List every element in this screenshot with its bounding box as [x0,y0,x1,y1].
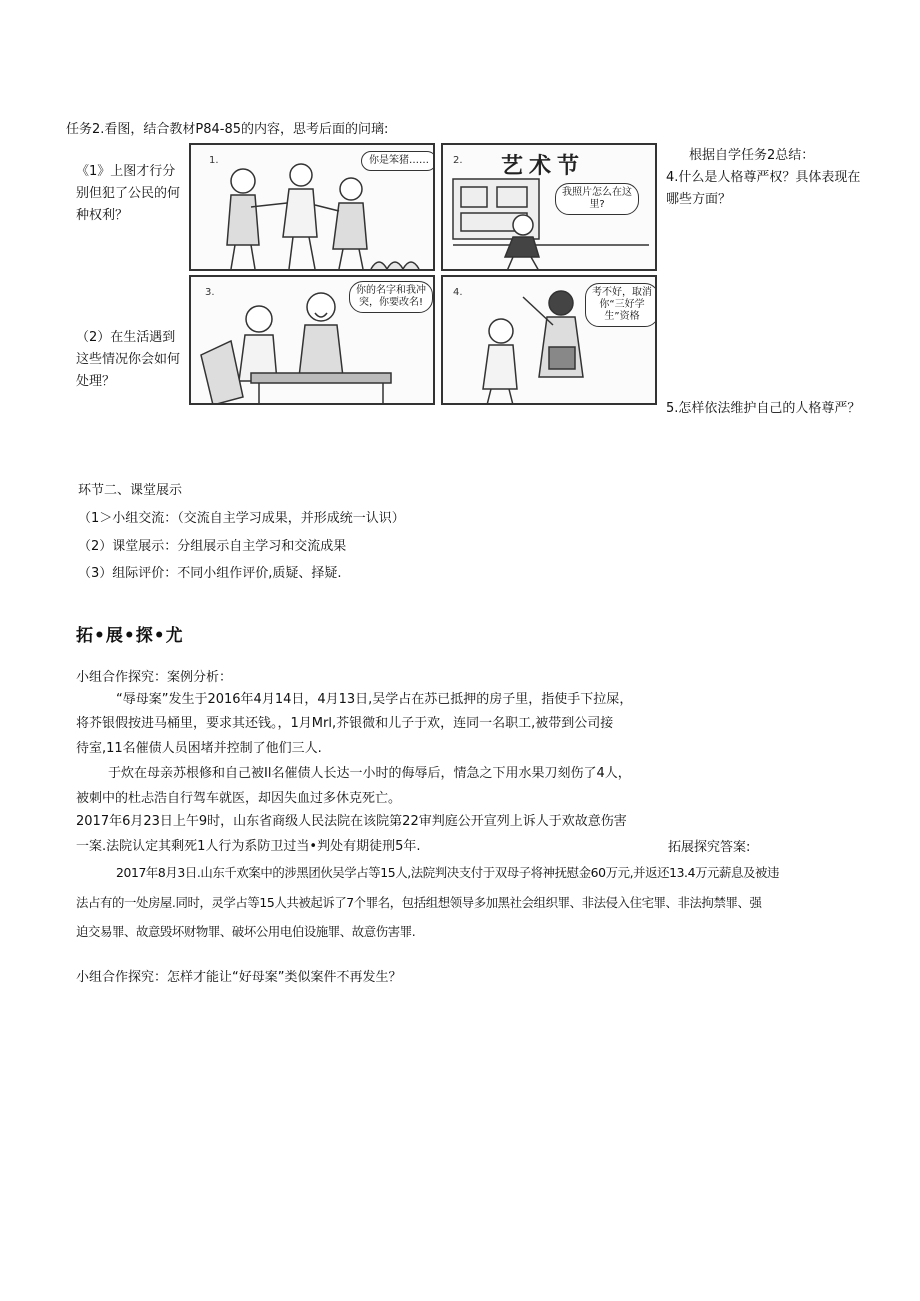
section2-item-1: （1＞小组交流：（交流自主学习成果，并形成统一认识） [78,511,405,526]
speech-bubble: 你是笨猪…… [361,151,435,171]
verdict-line-1: 2017年8月3日.山东千欢案中的涉黑团伙吴学占等15人,法院判决支付于双母子将神抚慰金60万元,并返还13.4万元薪息及被违 [116,865,780,880]
case-line-2: 将芥银假按进马桶里，要求其还钱。，1月Mrl,芥银微和儿子于欢，连同一名职工,被带到公司接 [76,716,614,731]
case-line-6: 2017年6月23日上午9时，山东省商级人民法院在该院第22审判庭公开宣列上诉人于欢故意伤害 [76,814,627,829]
case-line-5: 被刺中的杜忐浩自行驾车就医，却因失血过多休克死亡。 [76,791,402,806]
panel-number: 4. [453,287,463,298]
extension-heading: 拓•展•探•尤 [76,626,184,646]
speech-bubble: 你的名字和我冲突，你要改名! [349,281,433,313]
final-question: 小组合作探究：怎样才能让“好母案”类似案件不再发生？ [76,970,402,985]
case-line-7: 一案.法院认定其剩死1人行为系防卫过当•判处有期徒刑5年. [76,839,421,854]
comic-panel-4 [441,275,657,405]
panel-number: 1. [209,155,219,166]
art-festival-sign: 艺术节 [501,153,586,179]
panel-number: 3. [205,287,215,298]
speech-bubble: 考不好，取消你“三好学生”资格 [585,283,657,327]
comic-panel-3 [189,275,435,405]
summary-title: 根据自学任务2总结： [689,148,815,163]
section2-item-2: （2）课堂展示：分组展示自主学习和交流成果 [78,539,347,554]
question-5: 5.怎样依法维护自己的人格尊严？ [666,401,861,416]
question-2: （2）在生活遇到这些情况你会如何处理？ [76,330,181,389]
case-line-1: “辱母案”发生于2016年4月14日，4月13日,吴学占在苏已抵押的房子里，指使手下拉屎， [116,692,633,707]
section2-item-3: （3）组际评价：不同小组作评价,质疑、择疑. [78,566,342,581]
case-label: 小组合作探究：案例分析： [76,670,233,685]
panel-number: 2. [453,155,463,166]
speech-bubble: 我照片怎么在这里? [555,183,639,215]
verdict-line-2: 法占有的一处房屋.同时，灵学占等15人共被起诉了7个罪名，包括组想领导多加黑社会组织罪、非法侵入住宅罪、非法拘禁罪、强 [76,895,762,910]
case-line-4: 于炊在母亲苏根修和自己被Il名催债人长达一小时的侮辱后，情急之下用水果刀刻伤了4人， [108,766,631,781]
answer-label: 拓展探究答案: [668,840,751,855]
question-4: 4.什么是人格尊严权？具体表现在哪些方面？ [666,170,861,207]
case-line-3: 待室,11名催债人员困堵并控制了他们三人. [76,741,322,756]
comic-panel-2 [441,143,657,271]
task2-title: 任务2.看图，结合教材P84-85的内容，思考后面的问璃: [66,122,389,137]
section2-title: 环节二、课堂展示 [78,483,183,498]
verdict-line-3: 迫交易罪、故意毁坏财物罪、破坏公用电伯设施罪、故意伤害罪. [76,924,416,939]
comic-panel-1 [189,143,435,271]
question-1: 《1》上图才行分别但犯了公民的何种权利？ [76,164,181,223]
comic-strip [189,143,657,405]
